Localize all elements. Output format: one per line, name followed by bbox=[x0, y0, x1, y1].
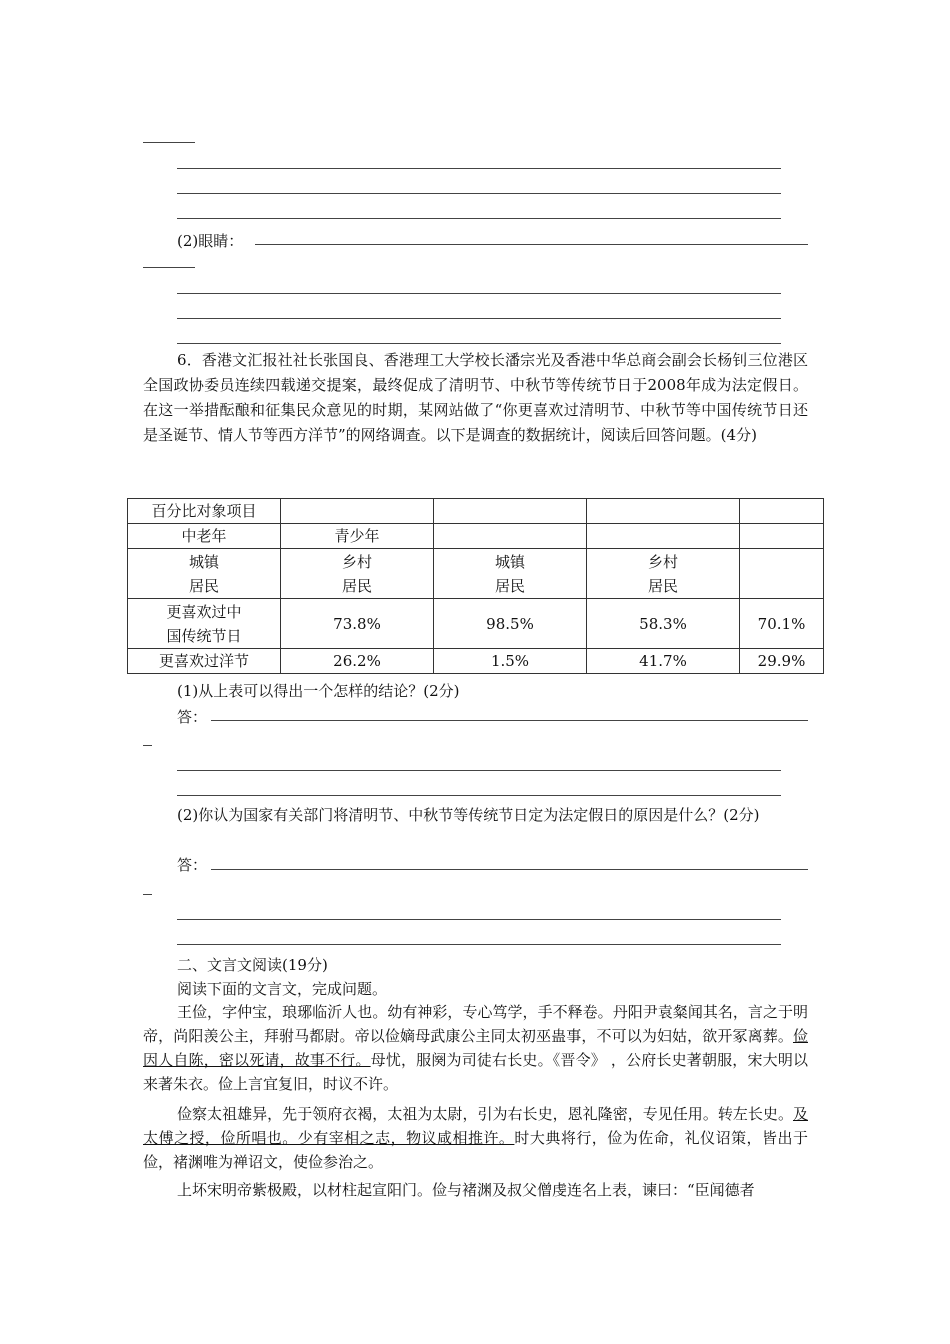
table-cell: 70.1% bbox=[740, 599, 824, 649]
passage-paragraph-3: 上坏宋明帝紫极殿，以材柱起宣阳门。俭与褚渊及叔父僧虔连名上表，谏曰：“臣闻德者 bbox=[177, 1181, 755, 1199]
question-6-sub2: (2)你认为国家有关部门将清明节、中秋节等传统节日定为法定假日的原因是什么？(2分) bbox=[177, 806, 760, 824]
passage-paragraph-2: 俭察太祖雄异，先于领府衣褐，太祖为太尉，引为右长史，恩礼隆密，专见任用。转左长史。及太傅之授，俭所唱也。少有宰相之志，物议咸相推许。时大典将行，俭为佐命，礼仪诏策，皆出于俭，褚渊唯为禅诏文，使俭参治之。 bbox=[143, 1105, 808, 1171]
table-cell: 98.5% bbox=[434, 599, 587, 649]
table-row-label: 更喜欢过中 国传统节日 bbox=[128, 599, 281, 649]
answer-line bbox=[177, 168, 781, 169]
answer-line bbox=[211, 720, 808, 721]
answer-line bbox=[177, 293, 781, 294]
answer-line bbox=[143, 267, 195, 268]
answer-line bbox=[143, 142, 195, 143]
table-cell: 29.9% bbox=[740, 649, 824, 674]
table-cell: 1.5% bbox=[434, 649, 587, 674]
answer-line bbox=[177, 795, 781, 796]
table-group-youth: 青少年 bbox=[281, 524, 434, 549]
answer-line bbox=[177, 343, 781, 344]
table-subgroup: 城镇 居民 bbox=[434, 549, 587, 599]
table-group-middle-aged: 中老年 bbox=[128, 524, 281, 549]
section-instruction: 阅读下面的文言文，完成问题。 bbox=[177, 980, 388, 998]
passage-paragraph-1: 王俭，字仲宝，琅琊临沂人也。幼有神彩，专心笃学，手不释卷。丹阳尹袁粲闻其名，言之于明帝，尚阳羡公主，拜驸马都尉。帝以俭嫡母武康公主同太初巫蛊事，不可以为妇姑，欲开冢离葬。俭因人自陈，密以死请，故事不行。母忧，服阕为司徒右长史。《晋令》 ，公府长史著朝服，宋大明以来著朱衣。俭上言宜复旧，时议不许。 bbox=[143, 1003, 808, 1093]
table-cell: 73.8% bbox=[281, 599, 434, 649]
question-6-sub1: (1)从上表可以得出一个怎样的结论？(2分) bbox=[177, 682, 460, 700]
answer-label: 答： bbox=[177, 708, 208, 726]
table-header-corner: 百分比对象项目 bbox=[128, 499, 281, 524]
question-label-eyes: (2)眼睛： bbox=[177, 232, 244, 250]
table-subgroup: 城镇 居民 bbox=[128, 549, 281, 599]
answer-line bbox=[143, 745, 152, 746]
answer-line bbox=[177, 218, 781, 219]
answer-line bbox=[177, 944, 781, 945]
answer-label: 答： bbox=[177, 856, 208, 874]
question-6-intro: 6．香港文汇报社社长张国良、香港理工大学校长潘宗光及香港中华总商会副会长杨钊三位港区全国政协委员连续四载递交提案，最终促成了清明节、中秋节等传统节日于2008年成为法定假日。在这一举措酝酿和征集民众意见的时期，某网站做了“你更喜欢过清明节、中秋节等中国传统节日还是圣诞节、情人节等西方洋节”的网络调查。以下是调查的数据统计，阅读后回答问题。(4分) bbox=[143, 351, 808, 444]
survey-table bbox=[127, 498, 824, 674]
table-row-label: 更喜欢过洋节 bbox=[128, 649, 281, 674]
answer-line bbox=[143, 894, 152, 895]
answer-line bbox=[177, 318, 781, 319]
section-heading: 二、文言文阅读(19分) bbox=[177, 956, 328, 974]
answer-line bbox=[177, 770, 781, 771]
table-subgroup: 乡村 居民 bbox=[281, 549, 434, 599]
underlined-sentence: 俭因人自陈，密以死请，故事不行。 bbox=[143, 1027, 808, 1069]
table-cell: 41.7% bbox=[587, 649, 740, 674]
answer-line bbox=[177, 193, 781, 194]
table-subgroup: 乡村 居民 bbox=[587, 549, 740, 599]
table-cell: 58.3% bbox=[587, 599, 740, 649]
answer-line bbox=[177, 919, 781, 920]
answer-line bbox=[211, 869, 808, 870]
underlined-sentence: 及太傅之授，俭所唱也。少有宰相之志，物议咸相推许。 bbox=[143, 1105, 808, 1147]
answer-line bbox=[255, 244, 808, 245]
table-cell: 26.2% bbox=[281, 649, 434, 674]
